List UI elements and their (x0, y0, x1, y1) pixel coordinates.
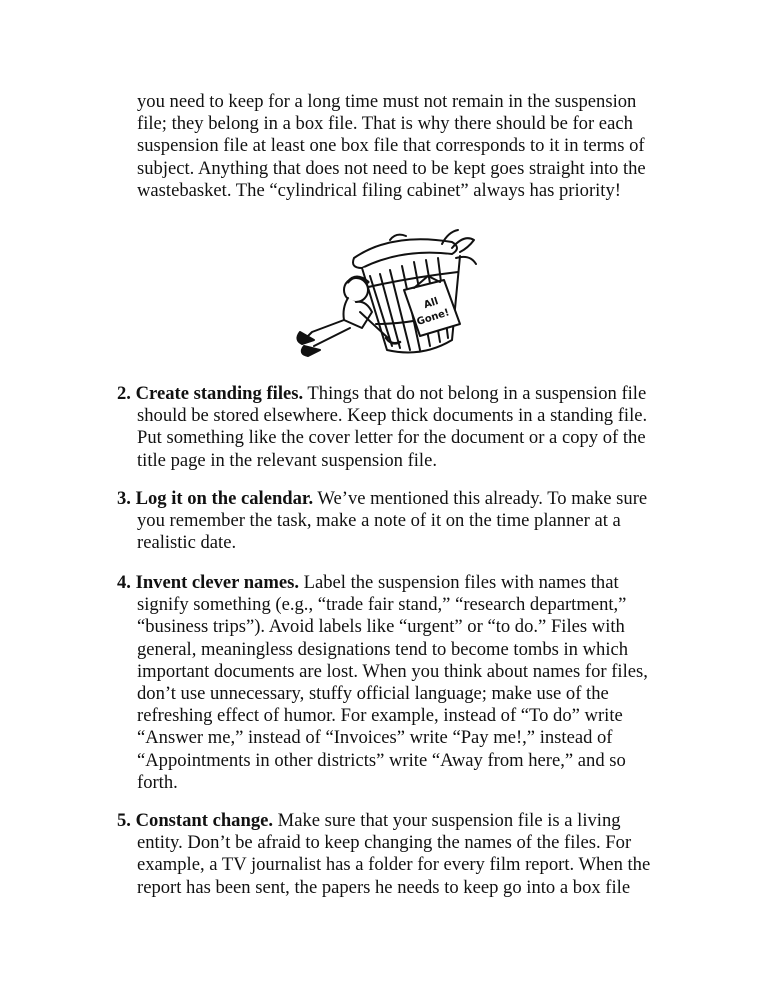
list-item (117, 572, 648, 794)
item-line: report has been sent, the papers he needs to keep go into a box file (137, 876, 631, 898)
item-text: Label the suspension files with names that (298, 572, 619, 593)
intro-line: you need to keep for a long time must not remain in the suspension (137, 91, 637, 112)
item-line: should be stored elsewhere. Keep thick documents in a standing file. (137, 405, 648, 427)
sign-text-line2: Gone! (415, 307, 451, 329)
item-number: 4. (117, 572, 131, 593)
item-line: you remember the task, make a note of it on the time planner at a (137, 510, 621, 532)
list-item (117, 383, 647, 472)
item-number: 2. (117, 383, 131, 404)
item-heading: Create standing files. (135, 383, 304, 404)
item-number: 5. (117, 810, 131, 831)
list-item (117, 488, 647, 555)
intro-line: wastebasket. The “cylindrical filing cabinet” always has priority! (137, 179, 621, 201)
intro-line: file; they belong in a box file. That is why there should be for each (137, 113, 633, 135)
item-line: title page in the relevant suspension file. (137, 449, 437, 471)
item-heading: Log it on the calendar. (135, 488, 314, 509)
item-line: forth. (137, 771, 178, 793)
item-line: don’t use unnecessary, stuffy official language; make use of the (137, 683, 609, 705)
item-line: general, meaningless designations tend to become tombs in which (137, 638, 629, 660)
item-line: “business trips”). Avoid labels like “urgent” or “to do.” Files with (137, 616, 625, 638)
item-line: Put something like the cover letter for the document or a copy of the (137, 427, 646, 449)
item-line: realistic date. (137, 532, 237, 554)
item-heading: Constant change. (135, 810, 274, 831)
item-line: important documents are lost. When you think about names for files, (137, 660, 648, 682)
intro-line: subject. Anything that does not need to be kept goes straight into the (137, 157, 646, 179)
intro-line: suspension file at least one box file that corresponds to it in terms of (137, 135, 645, 157)
item-text: Make sure that your suspension file is a living (273, 810, 621, 831)
item-line: “Answer me,” instead of “Invoices” write “Pay me!,” instead of (137, 727, 613, 749)
item-heading: Invent clever names. (135, 572, 299, 593)
item-line: example, a TV journalist has a folder for every film report. When the (137, 854, 651, 876)
item-text: We’ve mentioned this already. To make sure (313, 488, 648, 509)
trash-can-cartoon-illustration (292, 228, 482, 360)
list-item (117, 810, 650, 899)
item-text: Things that do not belong in a suspension file (303, 383, 647, 404)
item-line: “Appointments in other districts” write “Away from here,” and so (137, 749, 626, 771)
intro-paragraph (137, 91, 646, 202)
item-number: 3. (117, 488, 131, 509)
item-line: entity. Don’t be afraid to keep changing the names of the files. For (137, 832, 632, 854)
item-line: refreshing effect of humor. For example, instead of “To do” write (137, 705, 623, 727)
sign-text-line1: All (422, 296, 440, 312)
item-line: signify something (e.g., “trade fair stand,” “research department,” (137, 594, 627, 616)
